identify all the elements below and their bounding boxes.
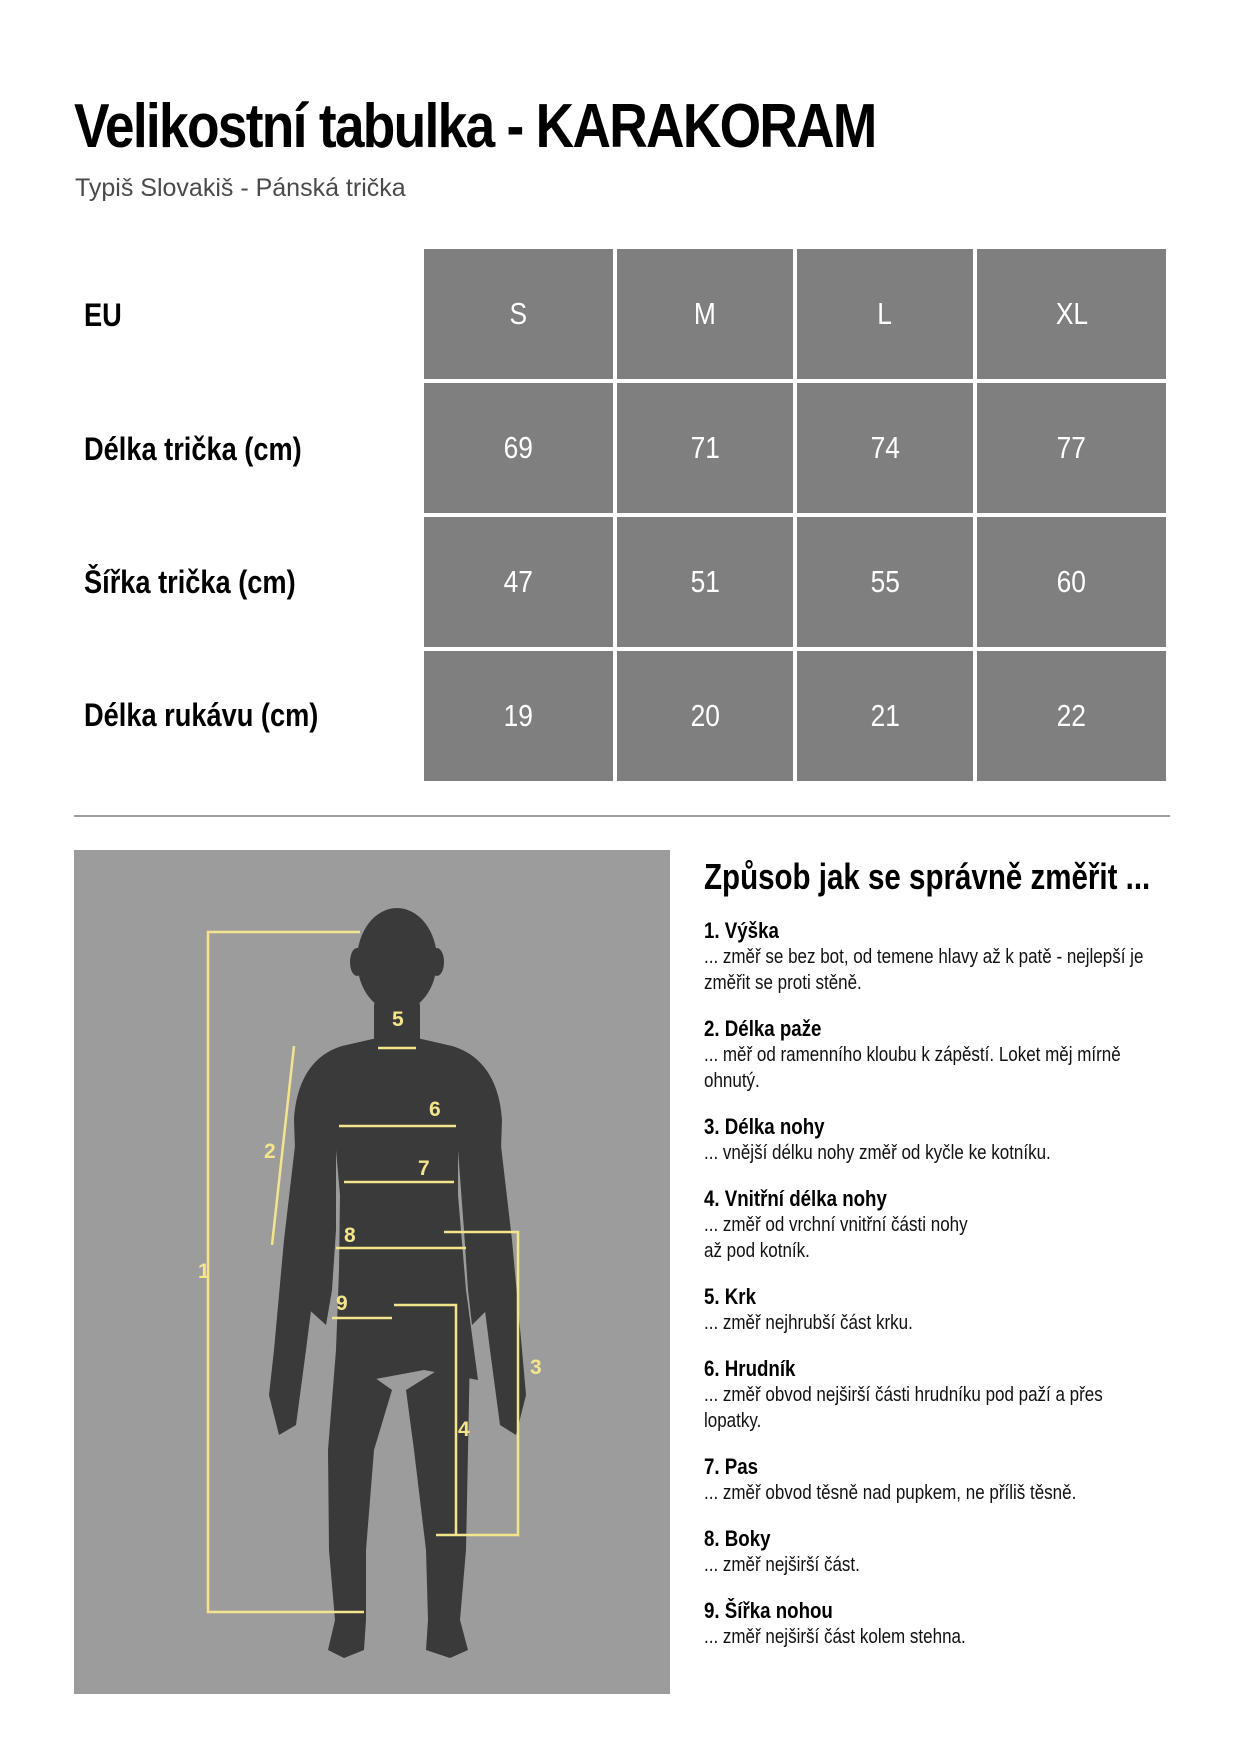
step-text: ... změř obvod nejširší části hrudníku pod paží a přes lopatky. xyxy=(704,1384,1103,1432)
measure-label-3: 3 xyxy=(530,1356,542,1379)
table-cell: 60 xyxy=(977,517,1166,647)
step-title: 8. Boky xyxy=(704,1526,771,1551)
row-label-sleeve-length: Délka rukávu (cm) xyxy=(84,696,319,733)
size-header-xl: XL xyxy=(977,249,1166,379)
table-cell: 55 xyxy=(797,517,973,647)
measure-label-7: 7 xyxy=(418,1157,430,1180)
size-header-m: M xyxy=(617,249,793,379)
step-title: 6. Hrudník xyxy=(704,1356,796,1381)
table-cell: 71 xyxy=(617,383,793,513)
measure-label-5: 5 xyxy=(392,1008,404,1031)
measure-label-4: 4 xyxy=(458,1418,470,1441)
step-text: ... změř se bez bot, od temene hlavy až k patě - nejlepší je změřit se proti stěně. xyxy=(704,946,1144,994)
step-text: ... změř od vrchní vnitřní části nohy až pod kotník. xyxy=(704,1214,968,1262)
step-text: ... změř nejširší část. xyxy=(704,1554,860,1576)
size-header-l: L xyxy=(797,249,973,379)
section-divider xyxy=(74,815,1170,817)
list-item xyxy=(704,1186,1155,1264)
table-cell: 21 xyxy=(797,651,973,781)
table-cell: 19 xyxy=(424,651,613,781)
list-item xyxy=(704,1454,1155,1506)
measure-label-1: 1 xyxy=(198,1260,210,1283)
table-cell: 69 xyxy=(424,383,613,513)
step-title: 4. Vnitřní délka nohy xyxy=(704,1186,887,1211)
list-item xyxy=(704,1526,1155,1578)
table-cell: 51 xyxy=(617,517,793,647)
row-label-eu: EU xyxy=(84,296,122,333)
table-cell: 74 xyxy=(797,383,973,513)
list-item xyxy=(704,1598,1155,1650)
page-subtitle: Typiš Slovakiš - Pánská trička xyxy=(75,174,406,202)
list-item xyxy=(704,1356,1155,1434)
step-text: ... změř nejhrubší část krku. xyxy=(704,1312,913,1334)
guide-steps xyxy=(704,918,1164,1650)
measurement-diagram xyxy=(74,850,670,1694)
list-item xyxy=(704,1284,1155,1336)
list-item xyxy=(704,918,1155,996)
table-cell: 47 xyxy=(424,517,613,647)
step-text: ... měř od ramenního kloubu k zápěstí. Loket měj mírně ohnutý. xyxy=(704,1044,1121,1092)
step-text: ... změř nejširší část kolem stehna. xyxy=(704,1626,966,1648)
size-header-s: S xyxy=(424,249,613,379)
step-title: 3. Délka nohy xyxy=(704,1114,825,1139)
step-text: ... vnější délku nohy změř od kyčle ke kotníku. xyxy=(704,1142,1051,1164)
step-title: 1. Výška xyxy=(704,918,779,943)
table-cell: 22 xyxy=(977,651,1166,781)
step-title: 9. Šířka nohou xyxy=(704,1598,833,1623)
step-title: 2. Délka paže xyxy=(704,1016,822,1041)
row-label-shirt-length: Délka trička (cm) xyxy=(84,430,302,467)
measure-label-9: 9 xyxy=(336,1292,348,1315)
guide-title: Způsob jak se správně změřit ... xyxy=(704,856,1151,897)
table-cell: 77 xyxy=(977,383,1166,513)
table-cell: 20 xyxy=(617,651,793,781)
measure-label-6: 6 xyxy=(429,1098,441,1121)
list-item xyxy=(704,1114,1155,1166)
row-label-shirt-width: Šířka trička (cm) xyxy=(84,563,296,600)
measure-label-8: 8 xyxy=(344,1224,356,1247)
page-title: Velikostní tabulka - KARAKORAM xyxy=(74,92,876,161)
step-title: 7. Pas xyxy=(704,1454,759,1479)
measure-label-2: 2 xyxy=(264,1140,276,1163)
size-table xyxy=(424,249,1166,781)
list-item xyxy=(704,1016,1155,1094)
measuring-guide xyxy=(704,848,1164,1670)
step-text: ... změř obvod těsně nad pupkem, ne příliš těsně. xyxy=(704,1482,1077,1504)
step-title: 5. Krk xyxy=(704,1284,756,1309)
